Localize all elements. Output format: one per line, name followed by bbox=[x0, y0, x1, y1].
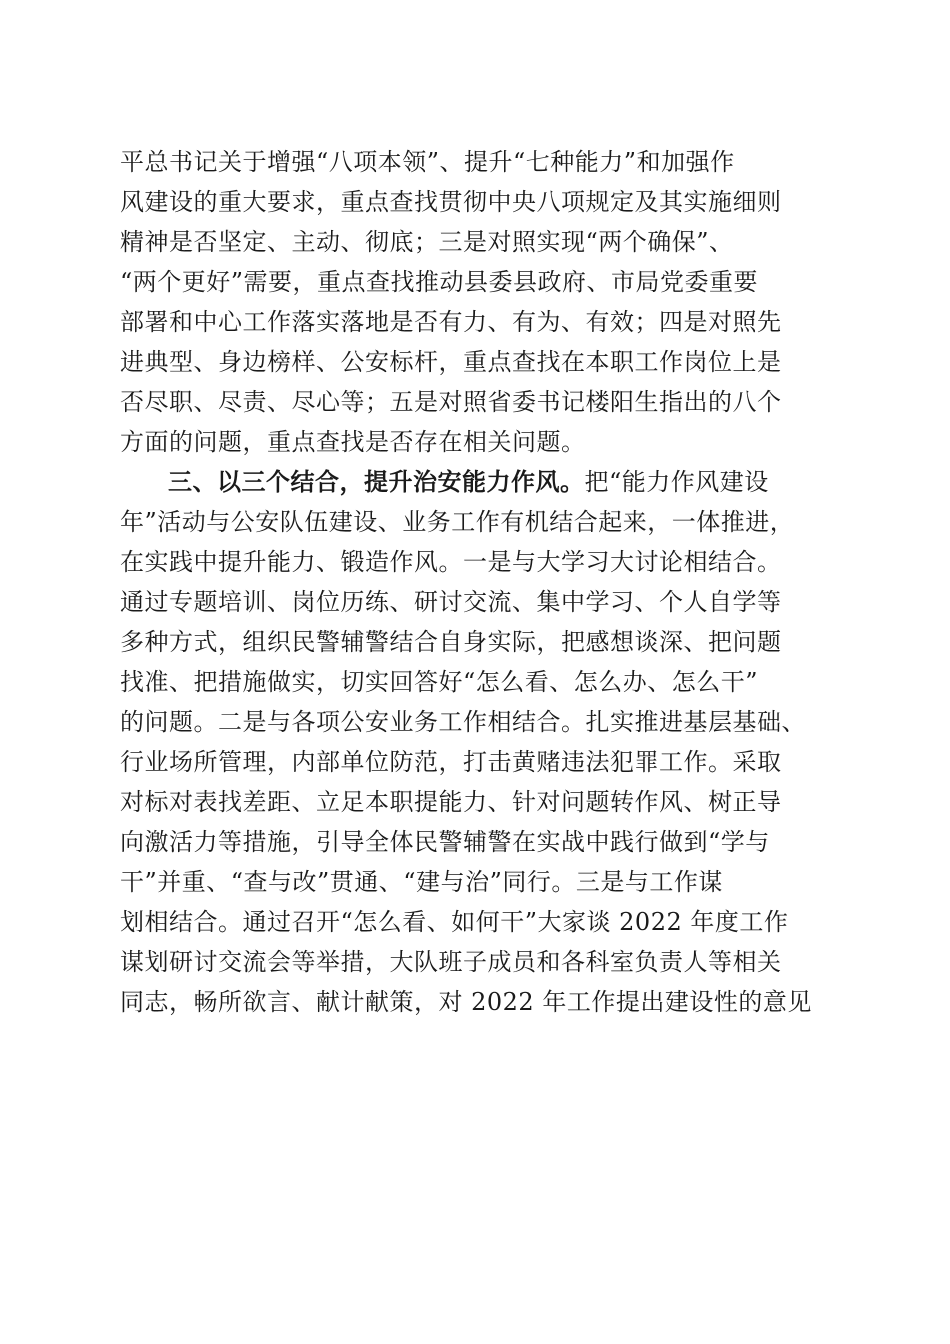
text-line: 谋划研讨交流会等举措，大队班子成员和各科室负责人等相关 bbox=[120, 948, 782, 976]
text-line: “两个更好”需要，重点查找推动县委县政府、市局党委重要 bbox=[120, 268, 759, 296]
text-line: 行业场所管理，内部单位防范，打击黄赌违法犯罪工作。采取 bbox=[120, 748, 782, 776]
text-line: 风建设的重大要求，重点查找贯彻中央八项规定及其实施细则 bbox=[120, 188, 782, 216]
text-line: 在实践中提升能力、锻造作风。一是与大学习大讨论相结合。 bbox=[120, 548, 782, 576]
text-line: 向激活力等措施，引导全体民警辅警在实战中践行做到“学与 bbox=[120, 828, 770, 856]
text-line: 部署和中心工作落实落地是否有力、有为、有效；四是对照先 bbox=[120, 308, 782, 336]
text-line: 的问题。二是与各项公安业务工作相结合。扎实推进基层基础、 bbox=[120, 708, 806, 736]
text-line: 划相结合。通过召开“怎么看、如何干”大家谈 2022 年度工作 bbox=[120, 908, 789, 936]
text-line: 干”并重、“查与改”贯通、“建与治”同行。三是与工作谋 bbox=[120, 868, 723, 896]
body-text bbox=[120, 142, 840, 1022]
text-line: 年”活动与公安队伍建设、业务工作有机结合起来，一体推进， bbox=[120, 508, 795, 536]
text-line: 否尽职、尽责、尽心等；五是对照省委书记楼阳生指出的八个 bbox=[120, 388, 782, 416]
text-line: 方面的问题，重点查找是否存在相关问题。 bbox=[120, 428, 586, 456]
text-line: 进典型、身边榜样、公安标杆，重点查找在本职工作岗位上是 bbox=[120, 348, 782, 376]
text-line: 通过专题培训、岗位历练、研讨交流、集中学习、个人自学等 bbox=[120, 588, 782, 616]
text-line: 精神是否坚定、主动、彻底；三是对照实现“两个确保”、 bbox=[120, 228, 734, 256]
text-line: 对标对表找差距、立足本职提能力、针对问题转作风、树正导 bbox=[120, 788, 782, 816]
text-line: 平总书记关于增强“八项本领”、提升“七种能力”和加强作 bbox=[120, 148, 735, 176]
section-3-first-line bbox=[120, 462, 840, 502]
section-3-heading: 三、以三个结合，提升治安能力作风。 bbox=[168, 468, 585, 496]
text-line: 找准、把措施做实，切实回答好“怎么看、怎么办、怎么干” bbox=[120, 668, 759, 696]
text-line: 多种方式，组织民警辅警结合自身实际，把感想谈深、把问题 bbox=[120, 628, 782, 656]
section-3-first-line-text: 把“能力作风建设 bbox=[584, 468, 769, 496]
text-line: 同志，畅所欲言、献计献策，对 2022 年工作提出建设性的意见 bbox=[120, 988, 812, 1016]
